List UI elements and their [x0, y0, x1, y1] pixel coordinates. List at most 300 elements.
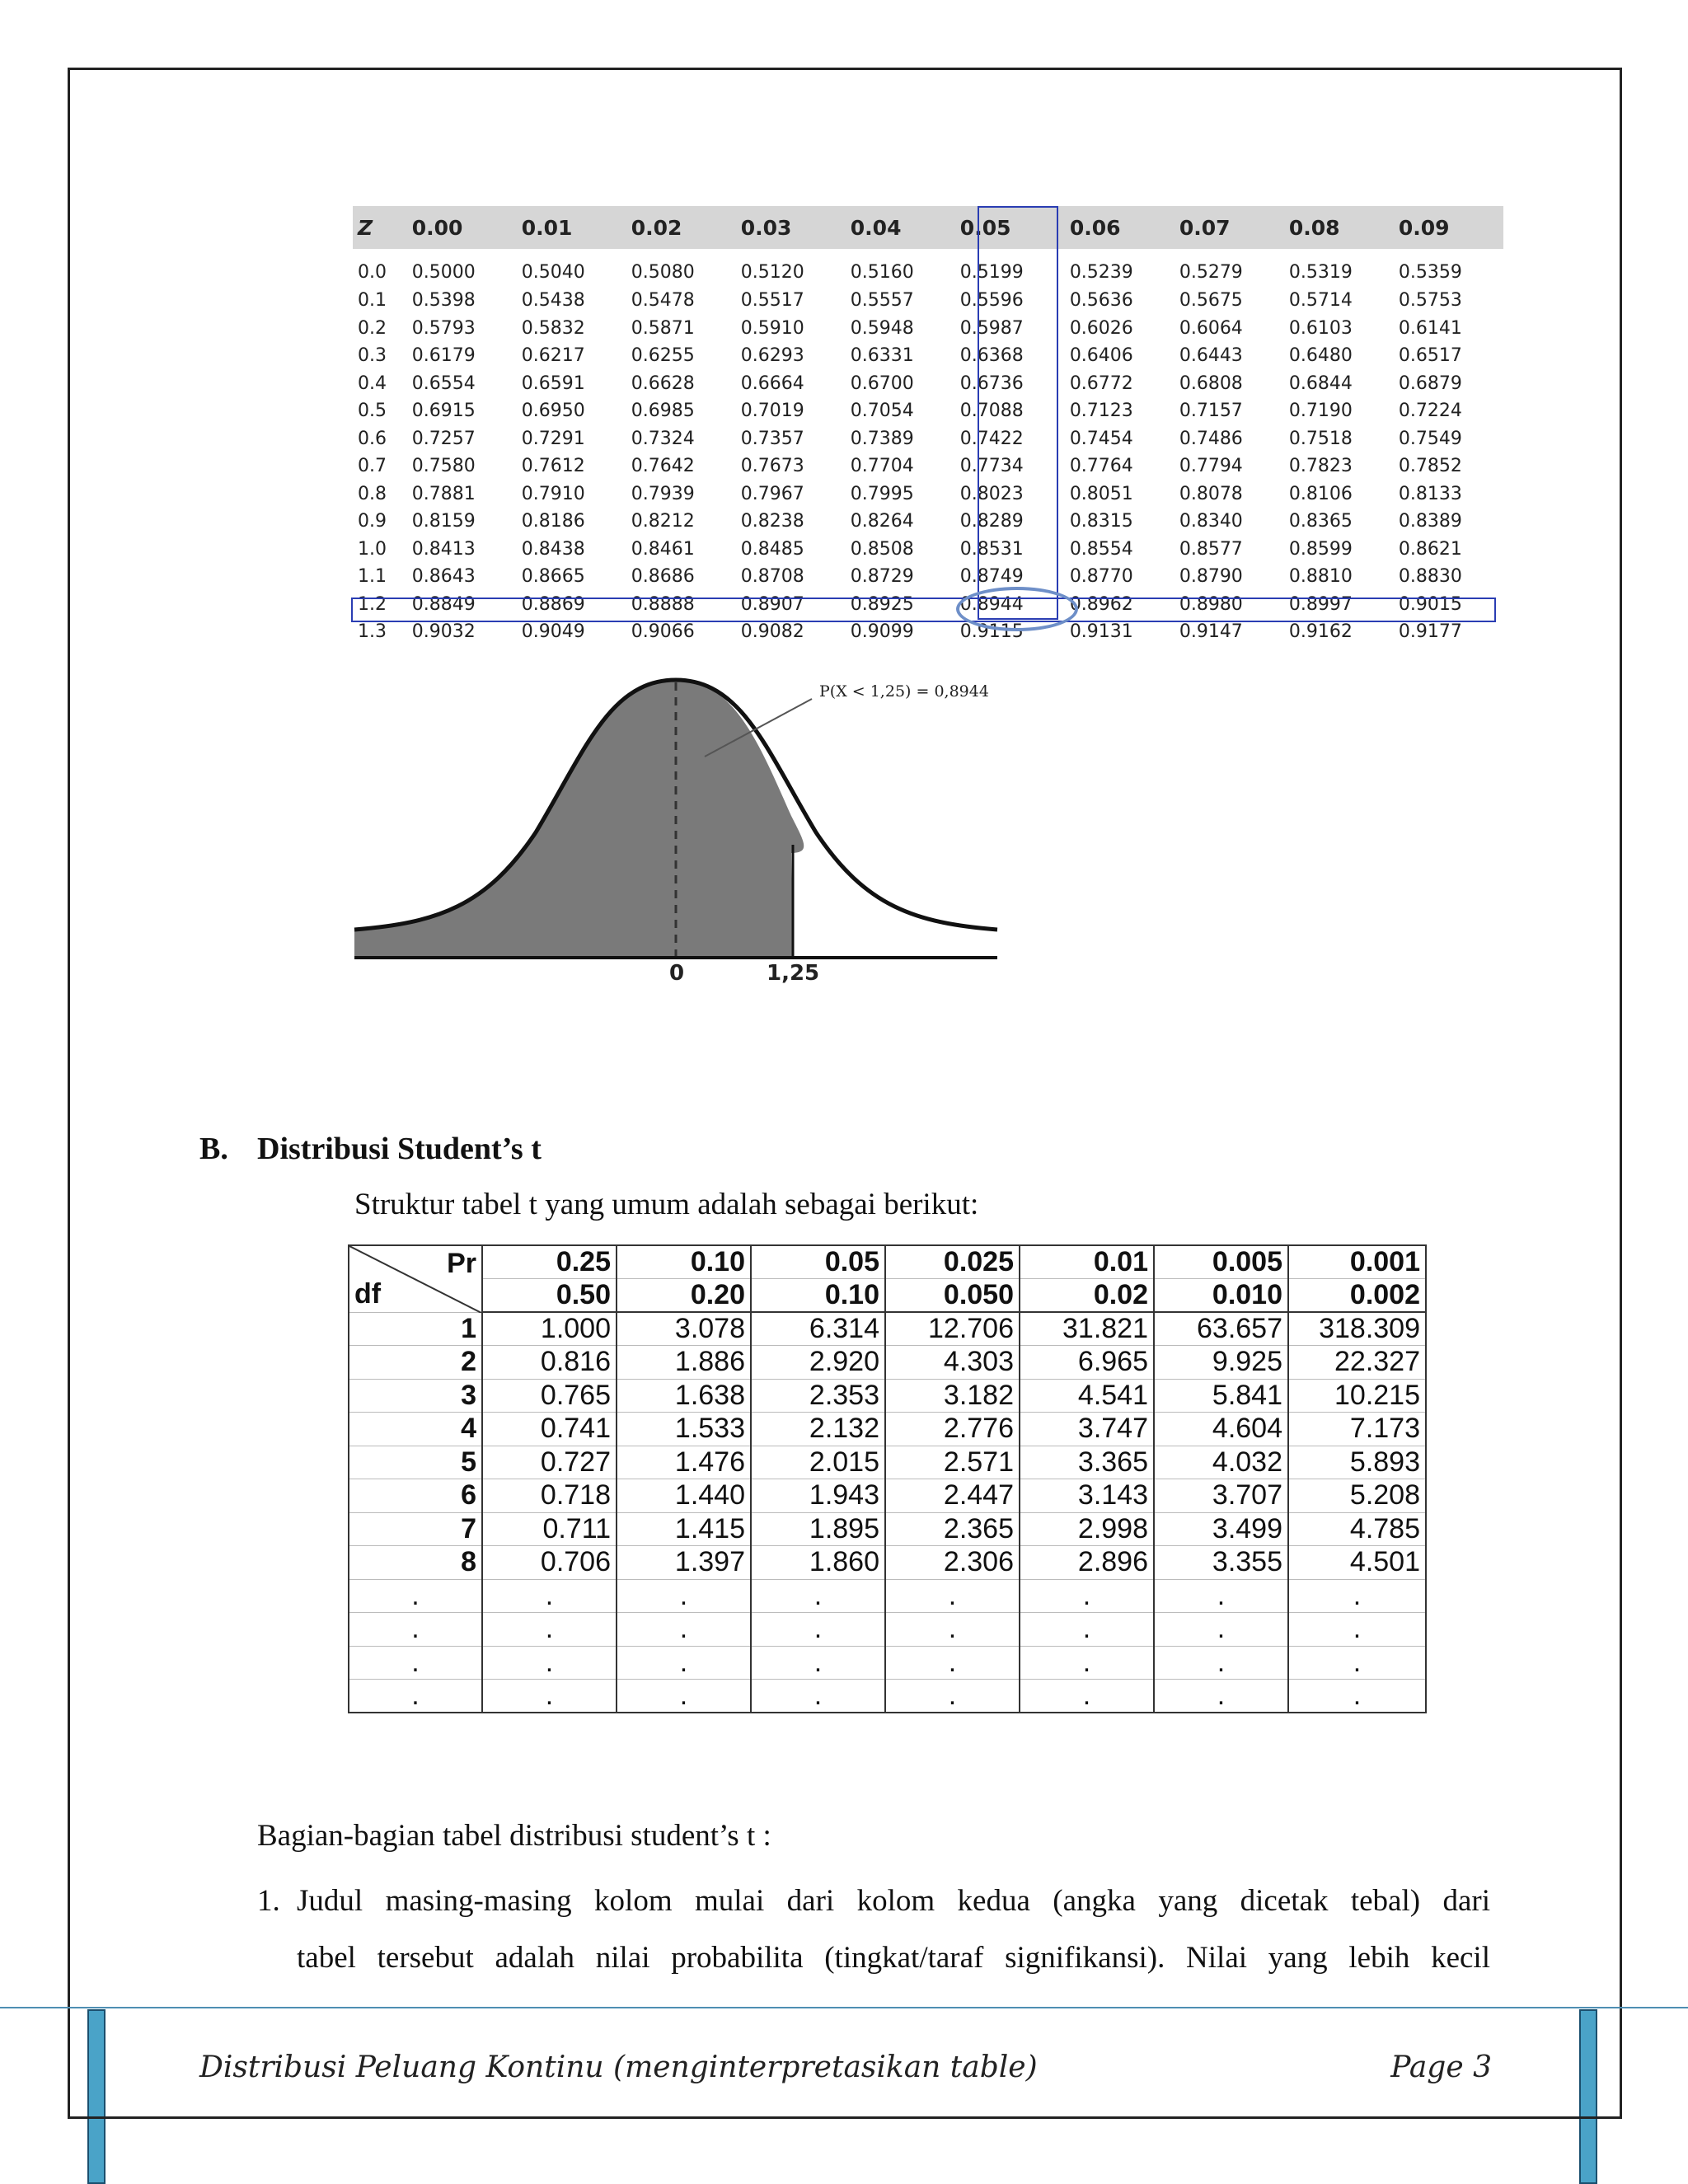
section-intro: Struktur tabel t yang umum adalah sebagai berikut: — [354, 1188, 979, 1221]
z-table-cell: 0.7019 — [740, 401, 804, 422]
z-table-cell: 0.8340 — [1179, 511, 1243, 532]
t-table-cell: . — [1020, 1646, 1154, 1680]
z-table-cell: 0.7088 — [959, 401, 1024, 422]
t-table-cell: . — [617, 1579, 751, 1613]
t-table-cell: . — [751, 1579, 885, 1613]
z-table-cell: 0.8997 — [1288, 593, 1353, 615]
curve-tick-zero: 0 — [669, 961, 685, 986]
t-table-cell: . — [1020, 1680, 1154, 1713]
t-table-row — [349, 1680, 1426, 1713]
z-table-cell: 0.6026 — [1069, 317, 1133, 339]
z-table-cell-circle — [956, 587, 1078, 631]
t-header-one-tail: 0.025 — [885, 1245, 1020, 1279]
t-table-cell: 63.657 — [1154, 1312, 1288, 1346]
z-column-header: 0.02 — [626, 206, 736, 249]
z-table-row — [353, 452, 1503, 480]
list-item-line-2: tabel tersebut adalah nilai probabilita (tingkat/taraf signifikansi). Nilai yang lebih kecil — [297, 1941, 1490, 1975]
t-table-cell: . — [885, 1680, 1020, 1713]
t-table-cell: 3.707 — [1154, 1479, 1288, 1513]
z-table-cell: 0.7734 — [959, 456, 1024, 477]
t-table-cell: 7.173 — [1288, 1413, 1426, 1446]
z-table-cell: 0.6664 — [740, 373, 804, 394]
t-header-two-tail: 0.20 — [617, 1279, 751, 1313]
z-table-cell: 0.8389 — [1398, 511, 1462, 532]
t-table-cell: 12.706 — [885, 1312, 1020, 1346]
z-table-cell: 0.8749 — [959, 566, 1024, 588]
t-table-cell: . — [1020, 1613, 1154, 1647]
t-table-cell: . — [1288, 1579, 1426, 1613]
t-table-cell: . — [751, 1680, 885, 1713]
z-table-cell: 0.5871 — [631, 317, 695, 339]
t-table-cell: 2.776 — [885, 1413, 1020, 1446]
t-header-one-tail: 0.10 — [617, 1245, 751, 1279]
t-header-one-tail: 0.005 — [1154, 1245, 1288, 1279]
t-df-cell: 3 — [349, 1379, 482, 1413]
t-table-cell: 0.706 — [482, 1546, 617, 1580]
z-table-cell: 0.6950 — [521, 401, 585, 422]
z-table-cell: 0.7852 — [1398, 456, 1462, 477]
z-table-cell: 0.6443 — [1179, 345, 1243, 367]
t-table-cell: 3.365 — [1020, 1446, 1154, 1479]
z-table-cell: 0.5948 — [850, 317, 914, 339]
t-table-cell: 2.365 — [885, 1512, 1020, 1546]
t-table-row — [349, 1512, 1426, 1546]
z-table-cell: 0.8888 — [631, 593, 695, 615]
z-row-label: 0.1 — [358, 290, 387, 312]
z-row-label: 0.9 — [358, 511, 387, 532]
t-table-cell: 2.896 — [1020, 1546, 1154, 1580]
t-df-cell: . — [349, 1613, 482, 1647]
z-table-cell: 0.8212 — [631, 511, 695, 532]
section-number: B. — [199, 1132, 228, 1166]
t-table-cell: . — [617, 1646, 751, 1680]
z-table-row — [353, 342, 1503, 370]
t-table-cell: 0.765 — [482, 1379, 617, 1413]
t-table-cell: 2.571 — [885, 1446, 1020, 1479]
z-table-column-highlight — [978, 206, 1058, 620]
z-table-cell: 0.6915 — [411, 401, 476, 422]
z-table-row — [353, 287, 1503, 315]
z-column-header: 0.07 — [1175, 206, 1284, 249]
t-table-cell: 3.747 — [1020, 1413, 1154, 1446]
z-table-cell: 0.8925 — [850, 593, 914, 615]
t-header-one-tail: 0.25 — [482, 1245, 617, 1279]
z-table-cell: 0.5438 — [521, 290, 585, 312]
t-table-cell: 6.965 — [1020, 1346, 1154, 1380]
z-row-label: 1.0 — [358, 538, 387, 560]
t-table-cell: . — [1154, 1646, 1288, 1680]
t-table-row — [349, 1546, 1426, 1580]
t-table-cell: . — [482, 1613, 617, 1647]
t-table-cell: . — [482, 1680, 617, 1713]
t-table-cell: 1.895 — [751, 1512, 885, 1546]
t-header-one-tail: 0.01 — [1020, 1245, 1154, 1279]
z-table-cell: 0.7939 — [631, 483, 695, 504]
t-table-cell: 5.893 — [1288, 1446, 1426, 1479]
z-table-cell: 0.9099 — [850, 621, 914, 643]
z-table-row — [353, 508, 1503, 536]
z-table-cell: 0.7389 — [850, 428, 914, 449]
t-table-header-two-tail — [349, 1279, 1426, 1313]
z-table-cell: 0.8599 — [1288, 538, 1353, 560]
z-table-cell: 0.9066 — [631, 621, 695, 643]
z-table-cell: 0.8365 — [1288, 511, 1353, 532]
z-table-cell: 0.7704 — [850, 456, 914, 477]
t-header-one-tail: 0.001 — [1288, 1245, 1426, 1279]
z-table-cell: 0.8686 — [631, 566, 695, 588]
z-table-body — [353, 249, 1503, 646]
t-table-row — [349, 1379, 1426, 1413]
t-table — [348, 1244, 1427, 1713]
z-table-cell: 0.6700 — [850, 373, 914, 394]
footer-accent-bar-left — [87, 2009, 106, 2184]
t-table-cell: 2.447 — [885, 1479, 1020, 1513]
z-table-cell: 0.7881 — [411, 483, 476, 504]
z-table-cell: 0.8770 — [1069, 566, 1133, 588]
t-table-cell: 2.353 — [751, 1379, 885, 1413]
curve-annotation: P(X < 1,25) = 0,8944 — [819, 682, 989, 701]
z-table-cell: 0.6255 — [631, 345, 695, 367]
z-table-cell: 0.9082 — [740, 621, 804, 643]
z-table-cell: 0.9147 — [1179, 621, 1243, 643]
t-table-cell: 1.476 — [617, 1446, 751, 1479]
z-table-cell: 0.8238 — [740, 511, 804, 532]
z-table-cell: 0.8078 — [1179, 483, 1243, 504]
t-table-cell: 2.306 — [885, 1546, 1020, 1580]
t-table-cell: . — [1288, 1680, 1426, 1713]
t-table-cell: 4.032 — [1154, 1446, 1288, 1479]
z-table-cell: 0.8023 — [959, 483, 1024, 504]
z-header-label: Z — [353, 206, 407, 249]
t-table-cell: 1.943 — [751, 1479, 885, 1513]
t-header-two-tail: 0.002 — [1288, 1279, 1426, 1313]
z-table-row — [353, 425, 1503, 453]
z-row-label: 0.3 — [358, 345, 387, 367]
t-table-cell: . — [1020, 1579, 1154, 1613]
z-table-cell: 0.7910 — [521, 483, 585, 504]
z-table-cell: 0.7673 — [740, 456, 804, 477]
t-df-cell: . — [349, 1646, 482, 1680]
z-table-row — [353, 370, 1503, 398]
z-table-cell: 0.8830 — [1398, 566, 1462, 588]
t-table-corner — [349, 1245, 482, 1312]
z-row-label: 1.3 — [358, 621, 387, 643]
z-table-cell: 0.7454 — [1069, 428, 1133, 449]
footer-page — [1390, 2050, 1492, 2084]
z-table-cell: 0.7190 — [1288, 401, 1353, 422]
t-table-cell: . — [1154, 1680, 1288, 1713]
t-table-cell: 4.501 — [1288, 1546, 1426, 1580]
t-table-cell: 1.415 — [617, 1512, 751, 1546]
t-table-row — [349, 1312, 1426, 1346]
z-table-cell: 0.9049 — [521, 621, 585, 643]
z-table-cell: 0.7549 — [1398, 428, 1462, 449]
t-table-cell: . — [885, 1579, 1020, 1613]
z-table-cell: 0.5000 — [411, 261, 476, 283]
t-table-cell: 0.711 — [482, 1512, 617, 1546]
z-table-cell: 0.7123 — [1069, 401, 1133, 422]
z-table-cell: 0.6879 — [1398, 373, 1462, 394]
z-table-cell: 0.6331 — [850, 345, 914, 367]
t-table-body — [349, 1245, 1426, 1713]
t-table-cell: . — [751, 1646, 885, 1680]
footer-divider — [0, 2007, 1688, 2008]
z-table-cell: 0.8708 — [740, 566, 804, 588]
z-table-cell: 0.5832 — [521, 317, 585, 339]
section-heading — [199, 1131, 542, 1167]
t-table-row — [349, 1613, 1426, 1647]
z-table-cell: 0.7764 — [1069, 456, 1133, 477]
z-table-cell: 0.8106 — [1288, 483, 1353, 504]
t-table-cell: . — [482, 1579, 617, 1613]
z-table-row — [353, 397, 1503, 425]
z-table-cell: 0.5319 — [1288, 261, 1353, 283]
t-table-cell: . — [482, 1646, 617, 1680]
curve-tick-value: 1,25 — [767, 961, 820, 986]
t-table-cell: 1.397 — [617, 1546, 751, 1580]
z-table-cell: 0.8790 — [1179, 566, 1243, 588]
z-table-row-highlight — [351, 598, 1496, 622]
z-table-cell: 0.7357 — [740, 428, 804, 449]
t-df-cell: . — [349, 1579, 482, 1613]
t-table-row — [349, 1479, 1426, 1513]
t-table-cell: . — [617, 1680, 751, 1713]
t-table-cell: 10.215 — [1288, 1379, 1426, 1413]
page-label: Page — [1390, 2050, 1464, 2084]
t-table-cell: . — [1154, 1613, 1288, 1647]
z-table-cell: 0.5398 — [411, 290, 476, 312]
z-table-row — [353, 249, 1503, 287]
z-table-row — [353, 563, 1503, 591]
z-column-header: 0.05 — [955, 206, 1065, 249]
z-table-cell: 0.6480 — [1288, 345, 1353, 367]
z-table-cell: 0.8438 — [521, 538, 585, 560]
t-table-cell: . — [1154, 1579, 1288, 1613]
z-column-header: 0.06 — [1065, 206, 1175, 249]
z-table — [353, 206, 1503, 646]
z-table-cell: 0.8508 — [850, 538, 914, 560]
z-table-cell: 0.7291 — [521, 428, 585, 449]
z-table-cell: 0.8531 — [959, 538, 1024, 560]
t-table-row — [349, 1579, 1426, 1613]
z-table-cell: 0.5596 — [959, 290, 1024, 312]
t-table-cell: 5.208 — [1288, 1479, 1426, 1513]
z-table-cell: 0.6591 — [521, 373, 585, 394]
t-table-cell: 1.000 — [482, 1312, 617, 1346]
list-item-1 — [257, 1872, 1490, 1986]
z-table-cell: 0.8264 — [850, 511, 914, 532]
t-table-cell: 0.741 — [482, 1413, 617, 1446]
z-row-label: 0.5 — [358, 401, 387, 422]
t-table-cell: 0.727 — [482, 1446, 617, 1479]
t-header-two-tail: 0.10 — [751, 1279, 885, 1313]
t-df-cell: 6 — [349, 1479, 482, 1513]
list-item-number: 1. — [257, 1884, 280, 1918]
z-table-cell: 0.7257 — [411, 428, 476, 449]
t-table-cell: 31.821 — [1020, 1312, 1154, 1346]
z-table-cell: 0.6103 — [1288, 317, 1353, 339]
t-header-one-tail: 0.05 — [751, 1245, 885, 1279]
t-table-cell: 1.638 — [617, 1379, 751, 1413]
z-table-cell: 0.5753 — [1398, 290, 1462, 312]
z-table-cell: 0.7224 — [1398, 401, 1462, 422]
section-title: Distribusi Student’s t — [257, 1132, 542, 1166]
z-column-header: 0.03 — [736, 206, 846, 249]
z-table-cell: 0.6628 — [631, 373, 695, 394]
t-df-cell: . — [349, 1680, 482, 1713]
z-table-cell: 0.8962 — [1069, 593, 1133, 615]
z-table-cell: 0.5359 — [1398, 261, 1462, 283]
z-table-cell: 0.7995 — [850, 483, 914, 504]
t-df-cell: 1 — [349, 1312, 482, 1346]
z-row-label: 0.4 — [358, 373, 387, 394]
z-table-cell: 0.5675 — [1179, 290, 1243, 312]
z-table-cell: 0.8315 — [1069, 511, 1133, 532]
z-table-cell: 0.8051 — [1069, 483, 1133, 504]
z-table-cell: 0.9015 — [1398, 593, 1462, 615]
page-number: 3 — [1473, 2050, 1492, 2084]
t-header-two-tail: 0.050 — [885, 1279, 1020, 1313]
z-table-cell: 0.8159 — [411, 511, 476, 532]
z-table-cell: 0.6736 — [959, 373, 1024, 394]
z-table-cell: 0.8289 — [959, 511, 1024, 532]
z-row-label: 1.2 — [358, 593, 387, 615]
t-table-row — [349, 1346, 1426, 1380]
z-table-cell: 0.6368 — [959, 345, 1024, 367]
z-table-cell: 0.7794 — [1179, 456, 1243, 477]
t-table-cell: 2.132 — [751, 1413, 885, 1446]
z-table-cell: 0.5120 — [740, 261, 804, 283]
z-table-cell: 0.6406 — [1069, 345, 1133, 367]
t-table-cell: . — [1288, 1613, 1426, 1647]
z-table-cell: 0.5793 — [411, 317, 476, 339]
t-table-cell: 1.440 — [617, 1479, 751, 1513]
z-table-cell: 0.5517 — [740, 290, 804, 312]
z-table-cell: 0.5636 — [1069, 290, 1133, 312]
z-table-cell: 0.6517 — [1398, 345, 1462, 367]
z-table-cell: 0.6217 — [521, 345, 585, 367]
z-table-cell: 0.5040 — [521, 261, 585, 283]
z-table-cell: 0.8577 — [1179, 538, 1243, 560]
z-row-label: 0.8 — [358, 483, 387, 504]
z-table-cell: 0.8869 — [521, 593, 585, 615]
t-header-two-tail: 0.02 — [1020, 1279, 1154, 1313]
z-table-row — [353, 480, 1503, 509]
z-table-cell: 0.7518 — [1288, 428, 1353, 449]
z-table-cell: 0.9177 — [1398, 621, 1462, 643]
z-table-cell: 0.8729 — [850, 566, 914, 588]
t-table-cell: 2.920 — [751, 1346, 885, 1380]
z-table-row — [353, 315, 1503, 343]
z-table-cell: 0.8810 — [1288, 566, 1353, 588]
t-header-two-tail: 0.50 — [482, 1279, 617, 1313]
z-row-label: 0.6 — [358, 428, 387, 449]
footer-title: Distribusi Peluang Kontinu (menginterpretasikan table) — [199, 2050, 1038, 2084]
t-df-cell: 5 — [349, 1446, 482, 1479]
z-table-cell: 0.5557 — [850, 290, 914, 312]
z-table-cell: 0.8643 — [411, 566, 476, 588]
z-table-cell: 0.6985 — [631, 401, 695, 422]
footer-bottom-rule — [68, 2116, 1622, 2119]
t-table-cell: 1.533 — [617, 1413, 751, 1446]
normal-curve-figure — [346, 668, 1006, 997]
t-df-cell: 2 — [349, 1346, 482, 1380]
z-table-cell: 0.9115 — [959, 621, 1024, 643]
t-table-row — [349, 1413, 1426, 1446]
z-column-header: 0.04 — [846, 206, 955, 249]
z-table-cell: 0.7612 — [521, 456, 585, 477]
z-row-label: 0.7 — [358, 456, 387, 477]
t-table-cell: 1.860 — [751, 1546, 885, 1580]
z-table-cell: 0.7823 — [1288, 456, 1353, 477]
z-column-header: 0.09 — [1394, 206, 1503, 249]
z-table-cell: 0.8907 — [740, 593, 804, 615]
t-table-cell: 5.841 — [1154, 1379, 1288, 1413]
pr-label: Pr — [447, 1248, 476, 1279]
z-table-cell: 0.5910 — [740, 317, 804, 339]
t-table-cell: 3.182 — [885, 1379, 1020, 1413]
t-table-cell: 2.015 — [751, 1446, 885, 1479]
t-table-cell: 4.604 — [1154, 1413, 1288, 1446]
z-column-header: 0.01 — [517, 206, 626, 249]
z-table-cell: 0.7486 — [1179, 428, 1243, 449]
t-table-cell: 3.355 — [1154, 1546, 1288, 1580]
t-table-cell: 1.886 — [617, 1346, 751, 1380]
z-table-cell: 0.6141 — [1398, 317, 1462, 339]
z-table-cell: 0.6064 — [1179, 317, 1243, 339]
z-table-cell: 0.5478 — [631, 290, 695, 312]
z-table-cell: 0.5239 — [1069, 261, 1133, 283]
z-table-cell: 0.8186 — [521, 511, 585, 532]
z-table-cell: 0.9131 — [1069, 621, 1133, 643]
z-table-cell: 0.8554 — [1069, 538, 1133, 560]
shaded-area — [354, 680, 804, 956]
z-table-cell: 0.6179 — [411, 345, 476, 367]
z-table-cell: 0.8133 — [1398, 483, 1462, 504]
t-table-cell: 4.541 — [1020, 1379, 1154, 1413]
z-column-header: 0.08 — [1284, 206, 1394, 249]
t-table-row — [349, 1646, 1426, 1680]
t-table-cell: 22.327 — [1288, 1346, 1426, 1380]
t-table-cell: 3.078 — [617, 1312, 751, 1346]
z-table-cell: 0.5279 — [1179, 261, 1243, 283]
z-table-cell: 0.7157 — [1179, 401, 1243, 422]
z-table-cell: 0.5080 — [631, 261, 695, 283]
subheading: Bagian-bagian tabel distribusi student’s t : — [257, 1819, 771, 1853]
z-table-cell: 0.9032 — [411, 621, 476, 643]
z-table-cell: 0.8980 — [1179, 593, 1243, 615]
z-row-label: 0.0 — [358, 261, 387, 283]
z-table-cell: 0.7967 — [740, 483, 804, 504]
t-df-cell: 7 — [349, 1512, 482, 1546]
t-table-cell: . — [751, 1613, 885, 1647]
t-table-cell: . — [885, 1646, 1020, 1680]
z-row-label: 1.1 — [358, 566, 387, 588]
footer-accent-bar-right — [1579, 2009, 1597, 2184]
list-item-line-1: Judul masing-masing kolom mulai dari kolom kedua (angka yang dicetak tebal) dari — [297, 1884, 1490, 1918]
z-table-cell: 0.6808 — [1179, 373, 1243, 394]
z-table-cell: 0.5987 — [959, 317, 1024, 339]
t-table-header-one-tail — [349, 1245, 1426, 1279]
t-table-cell: 6.314 — [751, 1312, 885, 1346]
z-table-cell: 0.8665 — [521, 566, 585, 588]
t-table-cell: 2.998 — [1020, 1512, 1154, 1546]
z-table-cell: 0.8621 — [1398, 538, 1462, 560]
z-table-cell: 0.9162 — [1288, 621, 1353, 643]
z-column-header: 0.00 — [407, 206, 517, 249]
z-table-cell: 0.6293 — [740, 345, 804, 367]
z-table-cell: 0.7580 — [411, 456, 476, 477]
